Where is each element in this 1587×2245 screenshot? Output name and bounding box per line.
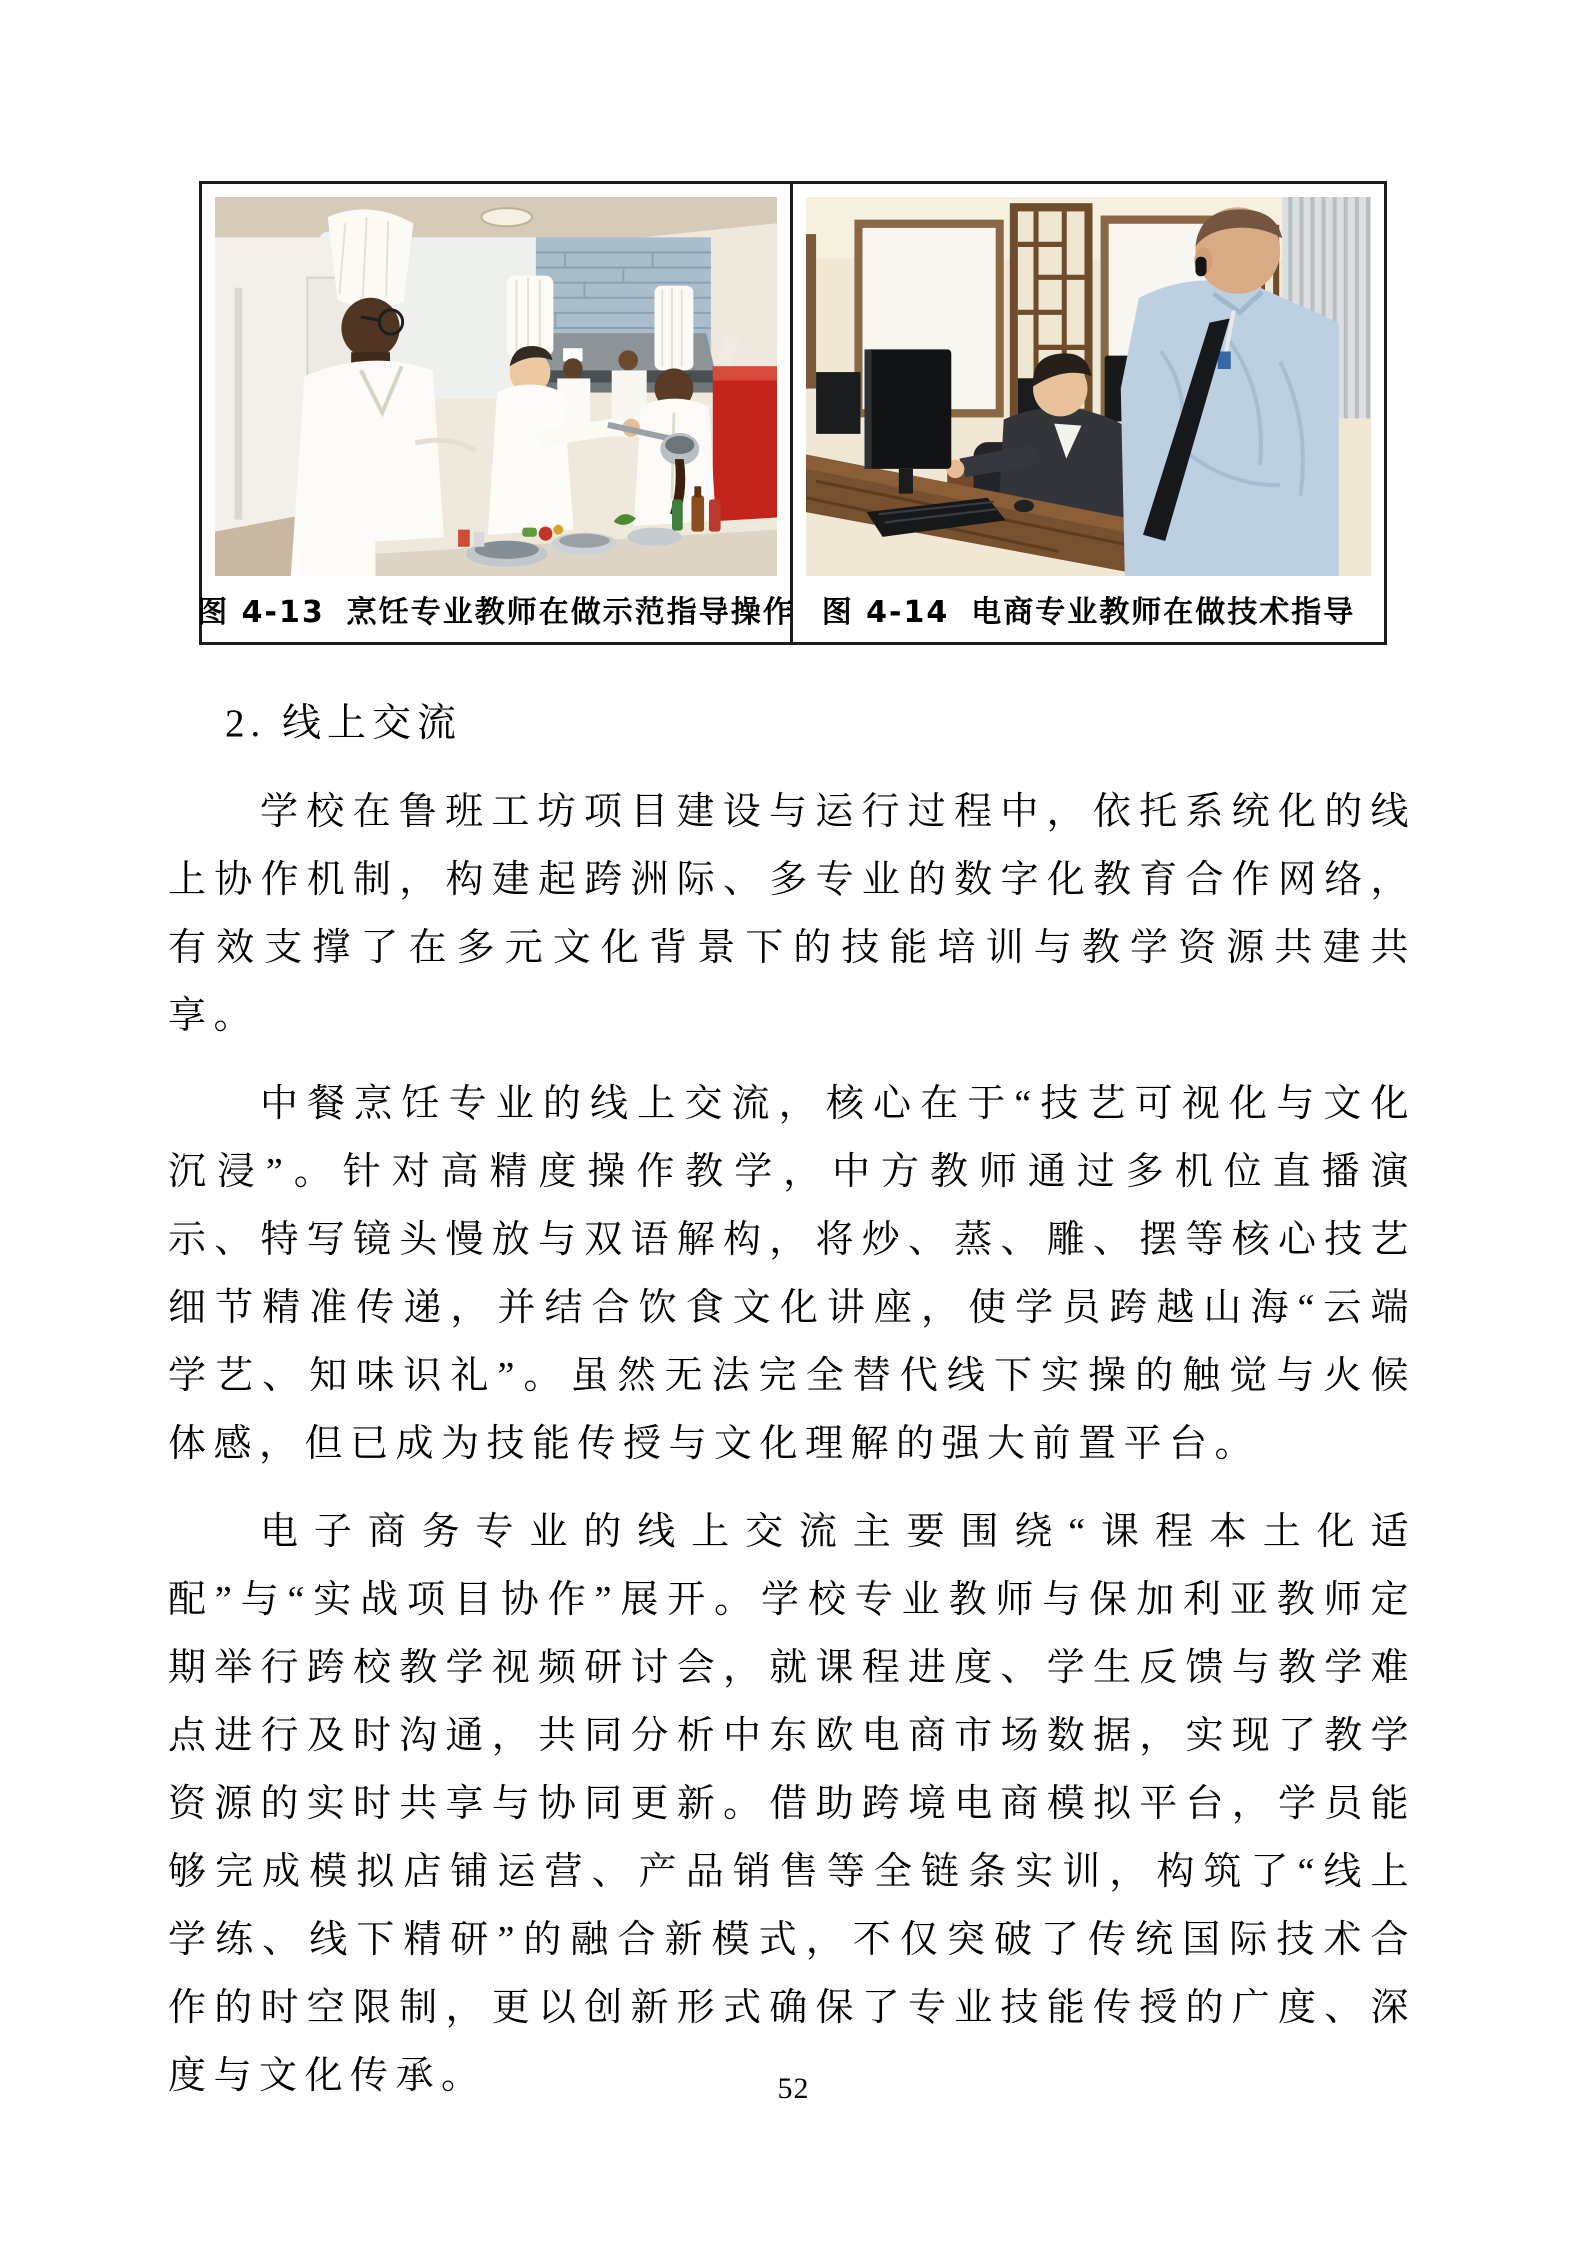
paragraph-online-network: 学校在鲁班工坊项目建设与运行过程中，依托系统化的线上协作机制，构建起跨洲际、多专业的数字化教育合作网络，有效支撑了在多元文化背景下的技能培训与教学资源共建共享。 bbox=[168, 791, 1416, 1037]
text-column bbox=[168, 690, 1416, 2130]
page-number: 52 bbox=[777, 2072, 810, 2105]
section-heading: 2. 线上交流 bbox=[225, 702, 463, 745]
figure-caption-culinary bbox=[197, 576, 795, 642]
figure-cell-culinary bbox=[197, 184, 795, 642]
ecommerce-photo-illustration bbox=[806, 197, 1371, 576]
figure-title: 电商专业教师在做技术指导 bbox=[971, 595, 1356, 630]
figure-cell-ecommerce bbox=[793, 184, 1384, 642]
figure-title: 烹饪专业教师在做示范指导操作 bbox=[346, 595, 795, 630]
culinary-photo-illustration bbox=[215, 197, 777, 576]
paragraph-culinary-online: 中餐烹饪专业的线上交流，核心在于“技艺可视化与文化沉浸”。针对高精度操作教学，中方教师通过多机位直播演示、特写镜头慢放与双语解构，将炒、蒸、雕、摆等核心技艺细节精准传递，并结合饮食文化讲座，使学员跨越山海“云端学艺、知味识礼”。虽然无法完全替代线下实操的触觉与火候体感，但已成为技能传授与文化理解的强大前置平台。 bbox=[168, 1083, 1416, 1465]
photo-culinary-demo bbox=[215, 197, 777, 576]
figure-table bbox=[199, 181, 1387, 645]
figure-label: 图 4-13 bbox=[197, 595, 325, 630]
figure-label: 图 4-14 bbox=[821, 595, 950, 630]
photo-ecommerce-guidance bbox=[806, 197, 1371, 576]
figure-caption-ecommerce bbox=[806, 576, 1371, 642]
paragraph-ecommerce-online: 电子商务专业的线上交流主要围绕“课程本土化适配”与“实战项目协作”展开。学校专业教师与保加利亚教师定期举行跨校教学视频研讨会，就课程进度、学生反馈与教学难点进行及时沟通，共同分析中东欧电商市场数据，实现了教学资源的实时共享与协同更新。借助跨境电商模拟平台，学员能够完成模拟店铺运营、产品销售等全链条实训，构筑了“线上学练、线下精研”的融合新模式，不仅突破了传统国际技术合作的时空限制，更以创新形式确保了专业技能传授的广度、深度与文化传承。 bbox=[168, 1511, 1416, 2097]
